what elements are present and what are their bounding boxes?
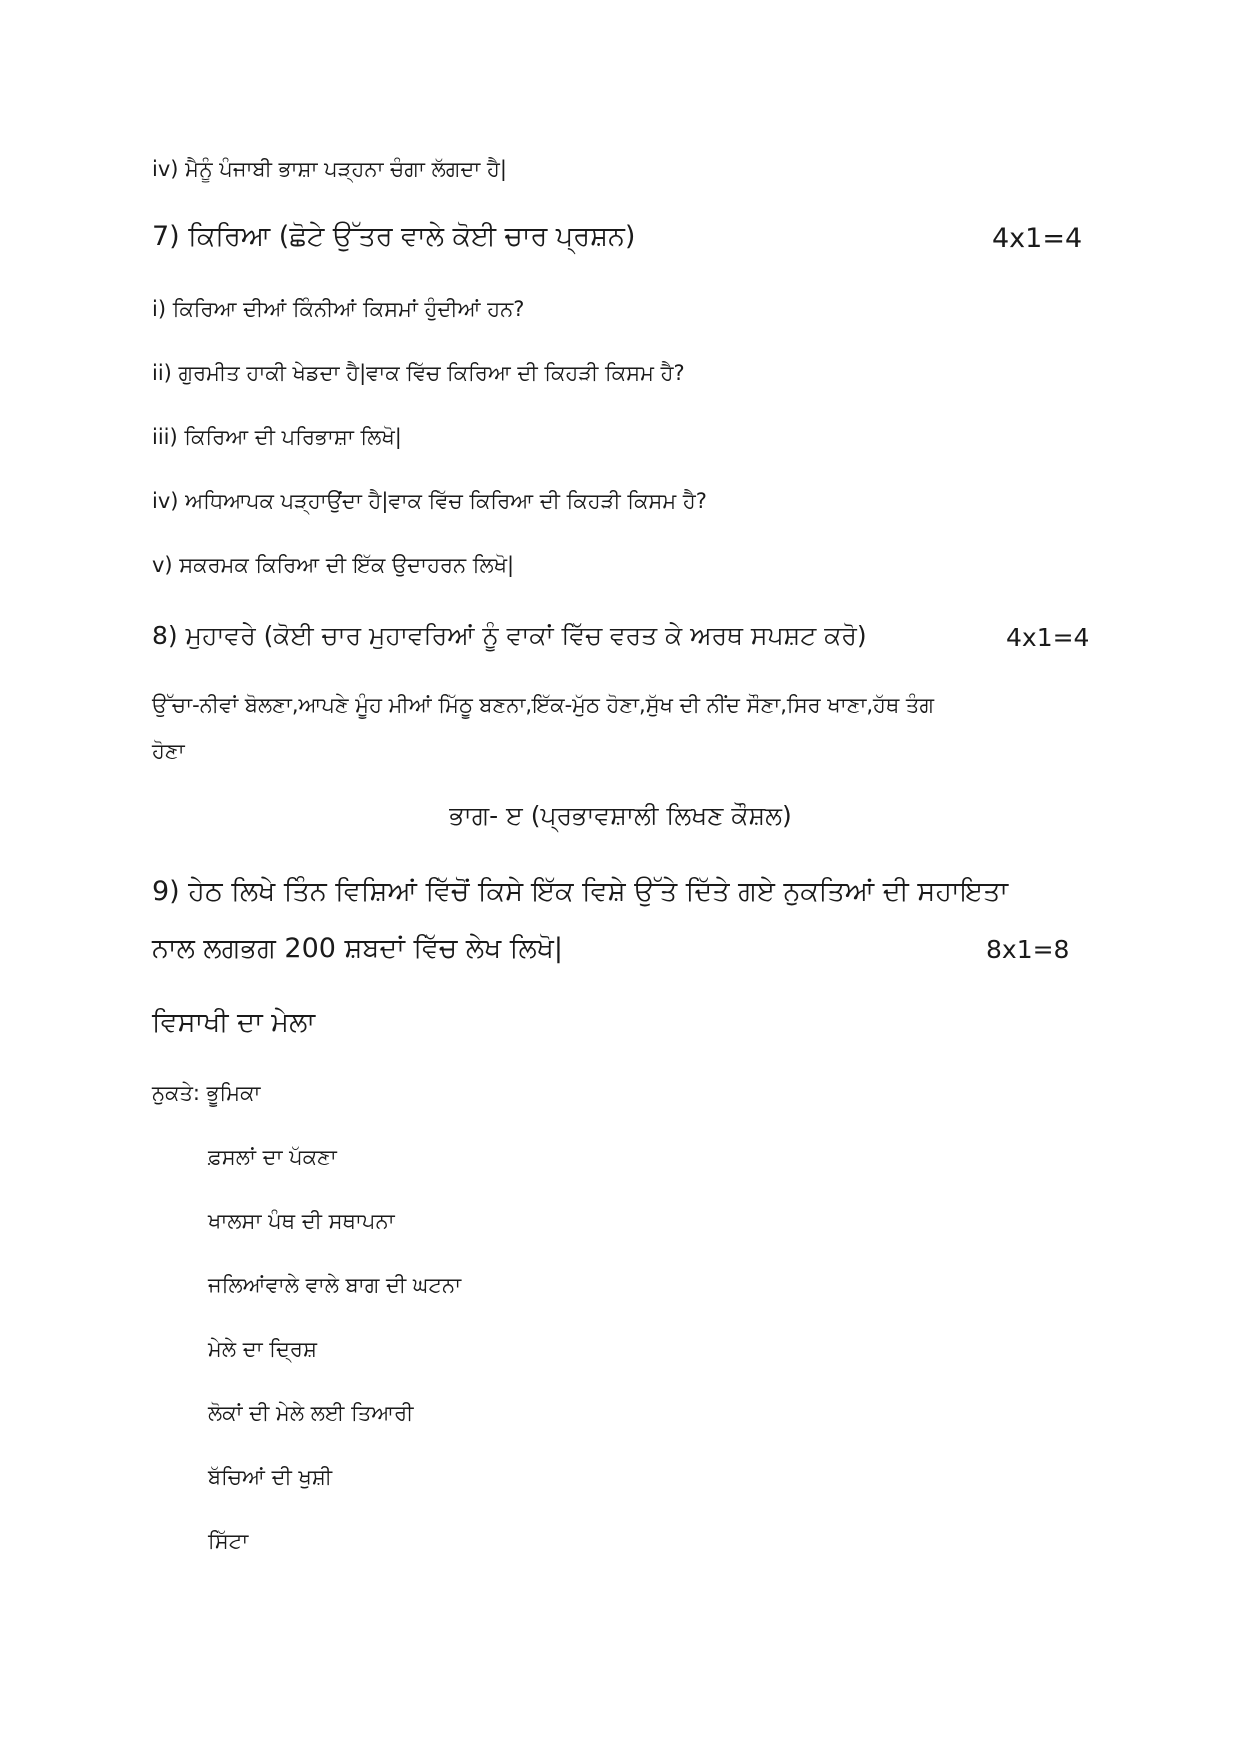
- question-8-idioms-line-2: ਹੋਣਾ: [152, 739, 185, 763]
- point-item: ਲੋਕਾਂ ਦੀ ਮੇਲੇ ਲਈ ਤਿਆਰੀ: [208, 1401, 414, 1425]
- point-item: ਜਲਿਆਂਵਾਲੇ ਵਾਲੇ ਬਾਗ ਦੀ ਘਟਨਾ: [208, 1273, 462, 1297]
- point-item: ਬੱਚਿਆਂ ਦੀ ਖੁਸ਼ੀ: [208, 1465, 333, 1489]
- question-7-item-v: v) ਸਕਰਮਕ ਕਿਰਿਆ ਦੀ ਇੱਕ ਉਦਾਹਰਨ ਲਿਖੋ|: [152, 553, 515, 577]
- question-7-marks: 4x1=4: [992, 223, 1083, 254]
- question-9-marks: 8x1=8: [986, 935, 1070, 964]
- question-8-idioms-line-1: ਉੱਚਾ-ਨੀਵਾਂ ਬੋਲਣਾ,ਆਪਣੇ ਮੂੰਹ ਮੀਆਂ ਮਿੱਠੂ ਬਣਨਾ,ਇੱਕ-ਮੁੱਠ ਹੋਣਾ,ਸੁੱਖ ਦੀ ਨੀਂਦ ਸੌਣਾ,ਸਿਰ ਖਾਣਾ,ਹੱਥ ਤੰਗ: [152, 693, 934, 717]
- question-8-marks: 4x1=4: [1006, 623, 1090, 652]
- point-item: ਮੇਲੇ ਦਾ ਦ੍ਰਿਸ਼: [208, 1337, 317, 1361]
- points-label: ਨੁਕਤੇ: ਭੂਮਿਕਾ: [152, 1081, 261, 1105]
- question-9-heading-line-1: 9) ਹੇਠ ਲਿਖੇ ਤਿੰਨ ਵਿਸ਼ਿਆਂ ਵਿੱਚੋਂ ਕਿਸੇ ਇੱਕ ਵਿਸ਼ੇ ਉੱਤੇ ਦਿੱਤੇ ਗਏ ਨੁਕਤਿਆਂ ਦੀ ਸਹਾਇਤਾ: [152, 876, 1009, 907]
- point-item: ਸਿੱਟਾ: [208, 1529, 249, 1553]
- section-title: ਭਾਗ- ੲ (ਪ੍ਰਭਾਵਸ਼ਾਲੀ ਲਿਖਣ ਕੌਸ਼ਲ): [449, 801, 792, 830]
- point-item: ਖਾਲਸਾ ਪੰਥ ਦੀ ਸਥਾਪਨਾ: [208, 1209, 395, 1233]
- prev-question-item-iv: iv) ਮੈਨੂੰ ਪੰਜਾਬੀ ਭਾਸ਼ਾ ਪੜ੍ਹਨਾ ਚੰਗਾ ਲੱਗਦਾ ਹੈ|: [152, 157, 507, 181]
- question-7-heading: 7) ਕਿਰਿਆ (ਛੋਟੇ ਉੱਤਰ ਵਾਲੇ ਕੋਈ ਚਾਰ ਪ੍ਰਸ਼ਨ): [152, 221, 636, 252]
- question-7-item-i: i) ਕਿਰਿਆ ਦੀਆਂ ਕਿੰਨੀਆਂ ਕਿਸਮਾਂ ਹੁੰਦੀਆਂ ਹਨ?: [152, 297, 525, 321]
- question-9-heading-line-2: ਨਾਲ ਲਗਭਗ 200 ਸ਼ਬਦਾਂ ਵਿੱਚ ਲੇਖ ਲਿਖੋ|: [152, 933, 563, 964]
- question-7-item-iii: iii) ਕਿਰਿਆ ਦੀ ਪਰਿਭਾਸ਼ਾ ਲਿਖੋ|: [152, 425, 402, 449]
- question-8-heading: 8) ਮੁਹਾਵਰੇ (ਕੋਈ ਚਾਰ ਮੁਹਾਵਰਿਆਂ ਨੂੰ ਵਾਕਾਂ ਵਿੱਚ ਵਰਤ ਕੇ ਅਰਥ ਸਪਸ਼ਟ ਕਰੋ): [152, 621, 867, 650]
- point-item: ਫ਼ਸਲਾਂ ਦਾ ਪੱਕਣਾ: [208, 1145, 337, 1169]
- essay-topic: ਵਿਸਾਖੀ ਦਾ ਮੇਲਾ: [152, 1007, 316, 1038]
- question-7-item-iv: iv) ਅਧਿਆਪਕ ਪੜ੍ਹਾਉਂਦਾ ਹੈ|ਵਾਕ ਵਿੱਚ ਕਿਰਿਆ ਦੀ ਕਿਹੜੀ ਕਿਸਮ ਹੈ?: [152, 489, 707, 513]
- question-7-item-ii: ii) ਗੁਰਮੀਤ ਹਾਕੀ ਖੇਡਦਾ ਹੈ|ਵਾਕ ਵਿੱਚ ਕਿਰਿਆ ਦੀ ਕਿਹੜੀ ਕਿਸਮ ਹੈ?: [152, 361, 685, 385]
